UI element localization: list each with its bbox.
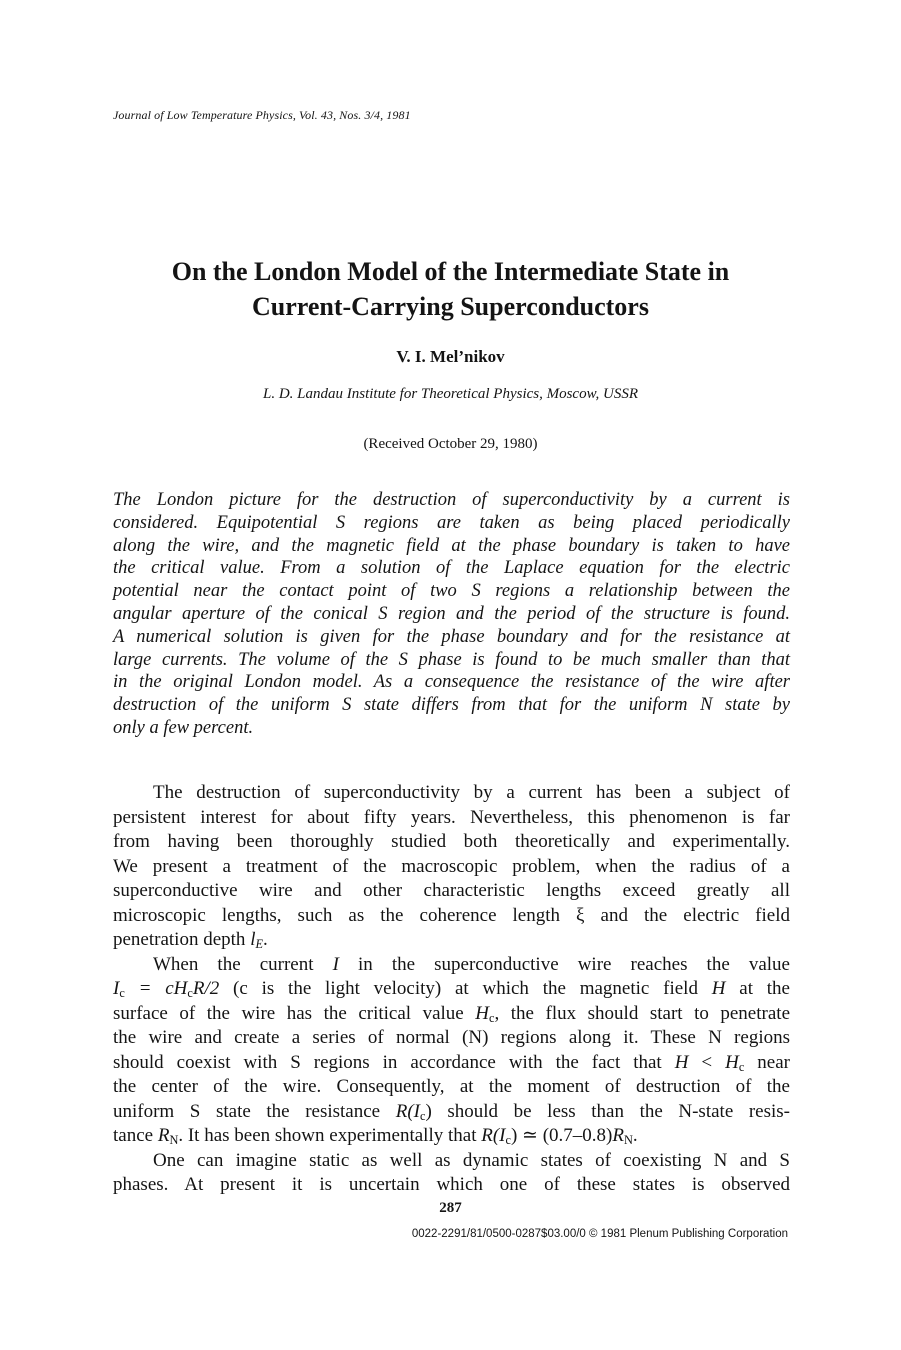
- math-subscript: c: [187, 986, 193, 1001]
- math-symbol: H: [725, 1051, 739, 1073]
- paper-title: [60, 254, 841, 324]
- body-line: One can imagine static as well as dynamic states of coexisting N and S: [153, 1149, 790, 1171]
- math-symbol: (I: [492, 1125, 506, 1146]
- text-run: near: [744, 1051, 790, 1073]
- body-line: [113, 1002, 790, 1027]
- abstract-line: considered. Equipotential S regions are taken as being placed periodically: [113, 512, 790, 533]
- math-symbol: R/2: [192, 978, 220, 999]
- page-number: 287: [439, 1200, 462, 1216]
- math-symbol: R: [395, 1100, 408, 1122]
- body-line: [113, 977, 790, 1002]
- math-symbol: I: [113, 978, 120, 999]
- title-line-1: On the London Model of the Intermediate State in: [171, 257, 730, 286]
- abstract-line: in the original London model. As a consequence the resistance of the wire after: [113, 672, 790, 693]
- math-symbol: R: [612, 1125, 624, 1146]
- author-name: V. I. Mel’nikov: [396, 347, 505, 366]
- abstract-line: large currents. The volume of the S phase is found to be much smaller than that: [113, 649, 790, 670]
- body-line: We present a treatment of the macroscopic problem, when the radius of a: [113, 855, 790, 877]
- body-text: [113, 781, 790, 1198]
- body-line: the wire and create a series of normal (N) regions along it. These N regions: [113, 1027, 790, 1048]
- text-run: penetration depth: [113, 929, 251, 950]
- body-line: [113, 1100, 790, 1125]
- body-line: [113, 953, 790, 978]
- abstract-line: angular aperture of the conical S region and the period of the structure is found.: [113, 603, 790, 624]
- math-symbol: R: [157, 1125, 170, 1146]
- text-run: <: [688, 1051, 726, 1073]
- author-affiliation: L. D. Landau Institute for Theoretical Physics, Moscow, USSR: [263, 386, 638, 402]
- text-run: .: [263, 929, 268, 950]
- text-run: surface of the wire has the critical value: [113, 1002, 476, 1024]
- abstract-line: potential near the contact point of two S regions a relationship between the: [113, 581, 790, 602]
- text-run: should coexist with S regions in accordance with the fact that: [113, 1051, 675, 1073]
- math-subscript: E: [255, 937, 264, 952]
- math-subscript: c: [119, 986, 125, 1001]
- math-subscript: N: [623, 1133, 633, 1148]
- abstract-line: only a few percent.: [113, 717, 254, 738]
- math-symbol: l: [250, 929, 256, 950]
- body-line: [113, 928, 790, 953]
- math-symbol: H: [711, 978, 726, 999]
- math-subscript: c: [489, 1010, 495, 1025]
- body-line: from having been thoroughly studied both theoretically and experimentally.: [113, 831, 790, 852]
- text-run: When the current: [153, 953, 333, 975]
- abstract-line: along the wire, and the magnetic field at the phase boundary is taken to have: [113, 535, 790, 556]
- math-symbol: R: [481, 1125, 493, 1146]
- abstract-line: A numerical solution is given for the phase boundary and for the resistance at: [113, 626, 790, 647]
- text-run: ): [425, 1100, 432, 1122]
- math-subscript: c: [419, 1108, 426, 1123]
- body-line: the center of the wire. Consequently, at the moment of destruction of the: [113, 1076, 790, 1097]
- math-subscript: c: [505, 1133, 511, 1148]
- body-line: The destruction of superconductivity by a current has been a subject of: [153, 782, 790, 803]
- body-line: superconductive wire and other characteristic lengths exceed greatly all: [113, 880, 790, 901]
- text-run: .: [632, 1125, 638, 1146]
- text-run: ): [510, 1125, 518, 1146]
- math-symbol: H: [475, 1002, 490, 1024]
- text-run: in the superconductive wire reaches the value: [338, 953, 790, 975]
- abstract-line: The London picture for the destruction of superconductivity by a current is: [113, 490, 790, 510]
- math-subscript: N: [169, 1133, 179, 1148]
- text-run: tance: [113, 1125, 158, 1146]
- title-line-2: Current-Carrying Superconductors: [252, 292, 649, 321]
- text-run: (c is the light velocity) at which the magnetic field: [219, 978, 712, 999]
- text-run: ≃ (0.7–0.8): [517, 1125, 613, 1146]
- body-line: [113, 1124, 790, 1149]
- body-line: [113, 1051, 790, 1076]
- math-symbol: (I: [407, 1100, 420, 1122]
- abstract-line: the critical value. From a solution of the Laplace equation for the electric: [113, 558, 790, 579]
- text-run: , the flux should start to penetrate: [494, 1002, 790, 1024]
- journal-header: Journal of Low Temperature Physics, Vol. 43, Nos. 3/4, 1981: [113, 108, 411, 122]
- received-date: (Received October 29, 1980): [363, 436, 538, 452]
- text-run: at the: [725, 978, 790, 999]
- abstract: [113, 489, 790, 740]
- math-subscript: c: [738, 1059, 745, 1074]
- body-line: phases. At present it is uncertain which one of these states is observed: [113, 1174, 790, 1195]
- text-run: . It has been shown experimentally that: [178, 1125, 482, 1146]
- math-symbol: H: [674, 1051, 689, 1073]
- math-symbol: = cH: [124, 978, 188, 999]
- text-run: should be less than the N-state resis-: [431, 1100, 790, 1122]
- math-symbol: I: [332, 953, 339, 975]
- body-line: persistent interest for about fifty years. Nevertheless, this phenomenon is far: [113, 806, 790, 828]
- body-line: microscopic lengths, such as the coherence length ξ and the electric field: [113, 904, 790, 926]
- copyright-line: 0022-2291/81/0500-0287$03.00/0 © 1981 Plenum Publishing Corporation: [411, 1228, 788, 1240]
- text-run: uniform S state the resistance: [113, 1100, 396, 1122]
- abstract-line: destruction of the uniform S state differs from that for the uniform N state by: [113, 695, 790, 716]
